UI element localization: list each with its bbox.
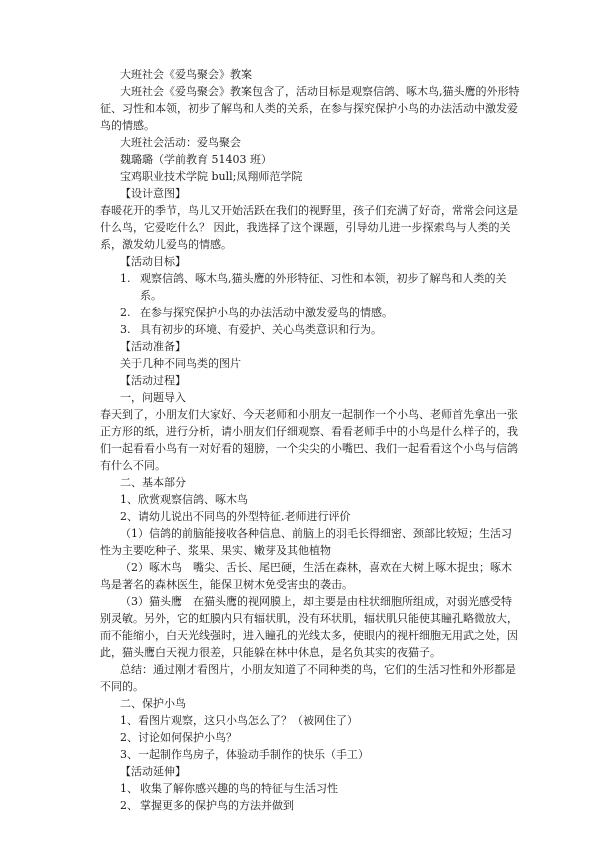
extension-number: 1、: [120, 782, 138, 795]
section3-item2: 2、讨论如何保护小鸟？: [120, 731, 237, 744]
extension-number: 2、: [120, 799, 138, 812]
summary-paragraph: 总结：通过刚才看图片，小朋友知道了不同种类的鸟，它们的生活习性和外形都是不同的。: [100, 663, 516, 693]
goal-number: 3.: [120, 323, 131, 336]
section1-heading: 一，问题导入: [120, 391, 186, 404]
process-heading: 【活动过程】: [120, 374, 186, 387]
extension-text: 掌握更多的保护鸟的方法并做到: [140, 799, 294, 812]
goal-item: [100, 270, 520, 304]
prep-text: 关于几种不同鸟类的图片: [120, 357, 241, 370]
extension-heading: 【活动延伸】: [120, 765, 186, 778]
goal-number: 1.: [120, 272, 131, 285]
prep-heading: 【活动准备】: [120, 340, 186, 353]
goal-text: 具有初步的环境、有爱护、关心鸟类意识和行为。: [140, 323, 382, 336]
extension-item: [100, 780, 520, 797]
document-body: [100, 66, 520, 814]
woodpecker-paragraph: （2）啄木鸟 嘴尖、舌长、尾巴硬，生活在森林，喜欢在大树上啄木捉虫；啄木鸟是著名的森林医生，能保卫树木免受害虫的袭击。: [100, 561, 512, 591]
school-line: 宝鸡职业技术学院 bull;凤翔师范学院: [120, 170, 303, 183]
section1-paragraph: 春天到了，小朋友们大家好、今天老师和小朋友一起制作一个小鸟、老师首先拿出一张正方形的纸，进行分析，请小朋友们仔细观察、看看老师手中的小鸟是什么样子的，我们一起看看小鸟有一对好看的翅膀，一个尖尖的小嘴巴、我们一起看看这个小鸟与信鸽有什么不同。: [100, 408, 518, 472]
goals-heading: 【活动目标】: [120, 255, 186, 268]
pigeon-paragraph: （1）信鸽的前脑能接收各种信息、前脑上的羽毛长得细密、颈部比较短；生活习性为主要吃种子、浆果、果实、嫩芽及其他植物: [100, 527, 512, 557]
owl-paragraph: （3）猫头鹰 在猫头鹰的视网膜上，却主要是由柱状细胞所组成，对弱光感受特别灵敏。另外，它的虹膜内只有辐状肌，没有环状肌，辐状肌只能使其瞳孔略微放大，而不能缩小，白天光线强时，进入瞳孔的光线太多，使眼内的视杆细胞无用武之处，因此，猫头鹰白天视力很差，只能躲在林中休息，是名负其实的夜猫子。: [100, 595, 518, 659]
section3-heading: 二、保护小鸟: [120, 697, 186, 710]
extension-item: [100, 797, 520, 814]
design-heading: 【设计意图】: [120, 187, 186, 200]
goal-text: 观察信鸽、啄木鸟,猫头鹰的外形特征、习性和本领，初步了解鸟和人类的关系。: [140, 272, 507, 302]
activity-name: 大班社会活动：爱鸟聚会: [120, 136, 241, 149]
author-line: 魏璐璐（学前教育 51403 班）: [120, 153, 272, 166]
goal-item: [100, 321, 520, 338]
section2-item2: 2、请幼儿说出不同鸟的外型特征.老师进行评价: [120, 510, 351, 523]
goal-item: [100, 304, 520, 321]
doc-title: 大班社会《爱鸟聚会》教案: [120, 68, 252, 81]
section3-item1: 1、看图片观察，这只小鸟怎么了？（被网住了）: [120, 714, 358, 727]
extension-text: 收集了解你感兴趣的鸟的特征与生活习性: [140, 782, 338, 795]
goal-text: 在参与探究保护小鸟的办法活动中激发爱鸟的情感。: [140, 306, 393, 319]
section2-heading: 二、基本部分: [120, 476, 186, 489]
design-paragraph: 春暖花开的季节，鸟儿又开始活跃在我们的视野里，孩子们充满了好奇，常常会问这是什么鸟，它爱吃什么？ 因此，我选择了这个课题，引导幼儿进一步探索鸟与人类的关系，激发幼儿爱鸟的情感。: [100, 204, 518, 251]
section3-item3: 3、一起制作鸟房子，体验动手制作的快乐（手工）: [120, 748, 369, 761]
goal-number: 2.: [120, 306, 131, 319]
intro-paragraph: 大班社会《爱鸟聚会》教案包含了，活动目标是观察信鸽、啄木鸟,猫头鹰的外形特征、习性和本领，初步了解鸟和人类的关系，在参与探究保护小鸟的办法活动中激发爱鸟的情感。: [100, 85, 520, 132]
section2-item1: 1、欣赏观察信鸽、啄木鸟: [120, 493, 248, 506]
